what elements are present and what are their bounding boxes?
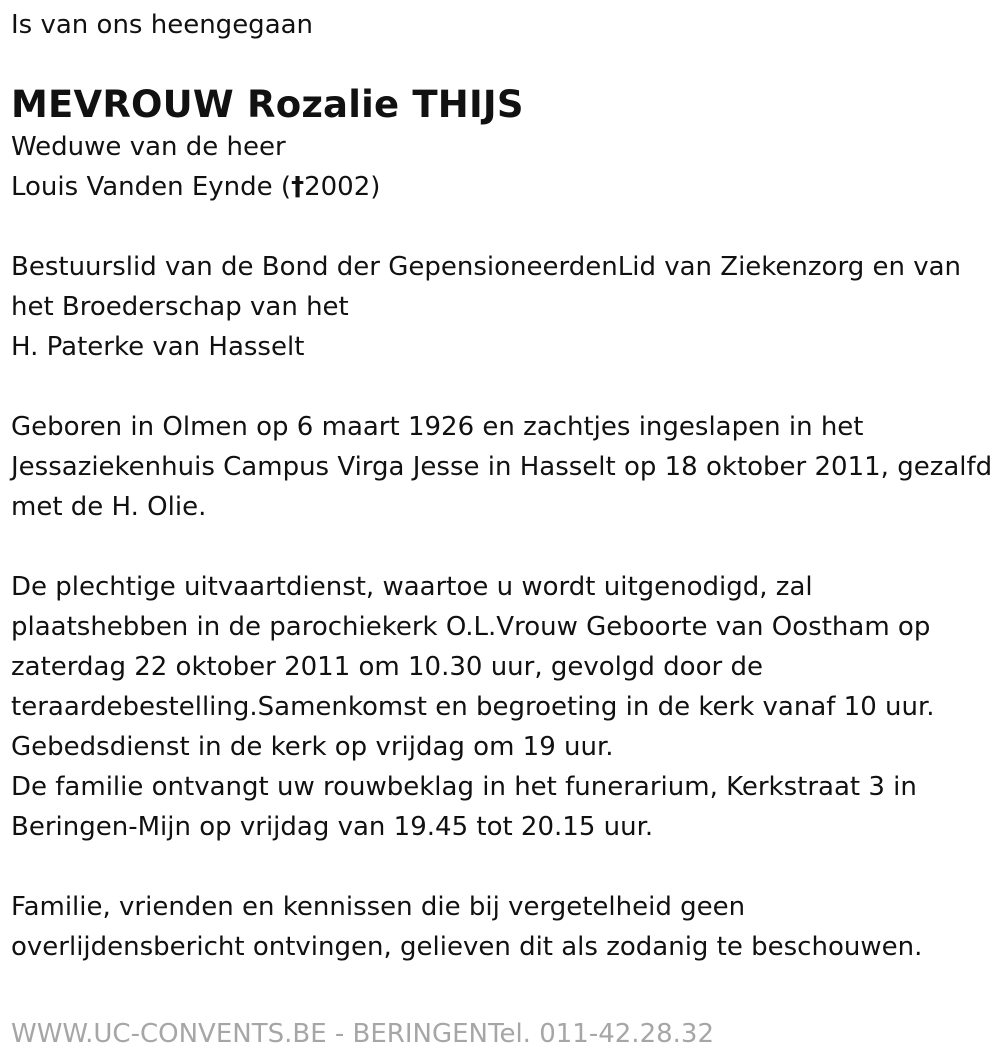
intro-text: Is van ons heengegaan xyxy=(11,10,314,40)
spacer xyxy=(11,367,996,407)
obituary-notice xyxy=(11,5,996,967)
cross-icon: † xyxy=(291,172,305,202)
deceased-name: MEVROUW Rozalie THIJS xyxy=(11,83,524,126)
membership-line: Bestuurslid van de Bond der GepensioneerdenLid van Ziekenzorg en van xyxy=(11,252,962,282)
spacer xyxy=(11,207,996,247)
spouse-name: Louis Vanden Eynde ( xyxy=(11,172,292,202)
funeral-line: De familie ontvangt uw rouwbeklag in het funerarium, Kerkstraat 3 in xyxy=(11,772,917,802)
spouse-death-year: 2002) xyxy=(304,172,381,202)
spouse-line-1: Weduwe van de heer xyxy=(11,132,286,162)
closing-line: overlijdensbericht ontvingen, gelieven dit als zodanig te beschouwen. xyxy=(11,932,923,962)
funeral-line: De plechtige uitvaartdienst, waartoe u wordt uitgenodigd, zal xyxy=(11,572,813,602)
funeral-line: plaatshebben in de parochiekerk O.L.Vrouw Geboorte van Oostham op xyxy=(11,612,931,642)
birth-death-line: Geboren in Olmen op 6 maart 1926 en zachtjes ingeslapen in het xyxy=(11,412,864,442)
funeral-line: teraardebestelling.Samenkomst en begroeting in de kerk vanaf 10 uur. xyxy=(11,692,935,722)
birth-death-line: met de H. Olie. xyxy=(11,492,207,522)
spouse-name-line xyxy=(11,167,996,207)
spacer xyxy=(11,847,996,887)
spacer xyxy=(11,527,996,567)
membership-line: H. Paterke van Hasselt xyxy=(11,332,305,362)
funeral-line: Beringen-Mijn op vrijdag van 19.45 tot 20.15 uur. xyxy=(11,812,654,842)
birth-death-line: Jessaziekenhuis Campus Virga Jesse in Hasselt op 18 oktober 2011, gezalfd xyxy=(11,452,993,482)
funeral-line: zaterdag 22 oktober 2011 om 10.30 uur, gevolgd door de xyxy=(11,652,763,682)
membership-line: het Broederschap van het xyxy=(11,292,349,322)
closing-line: Familie, vrienden en kennissen die bij vergetelheid geen xyxy=(11,892,746,922)
footer-contact: WWW.UC-CONVENTS.BE - BERINGENTel. 011-42.28.32 xyxy=(11,1019,715,1049)
funeral-line: Gebedsdienst in de kerk op vrijdag om 19 uur. xyxy=(11,732,614,762)
